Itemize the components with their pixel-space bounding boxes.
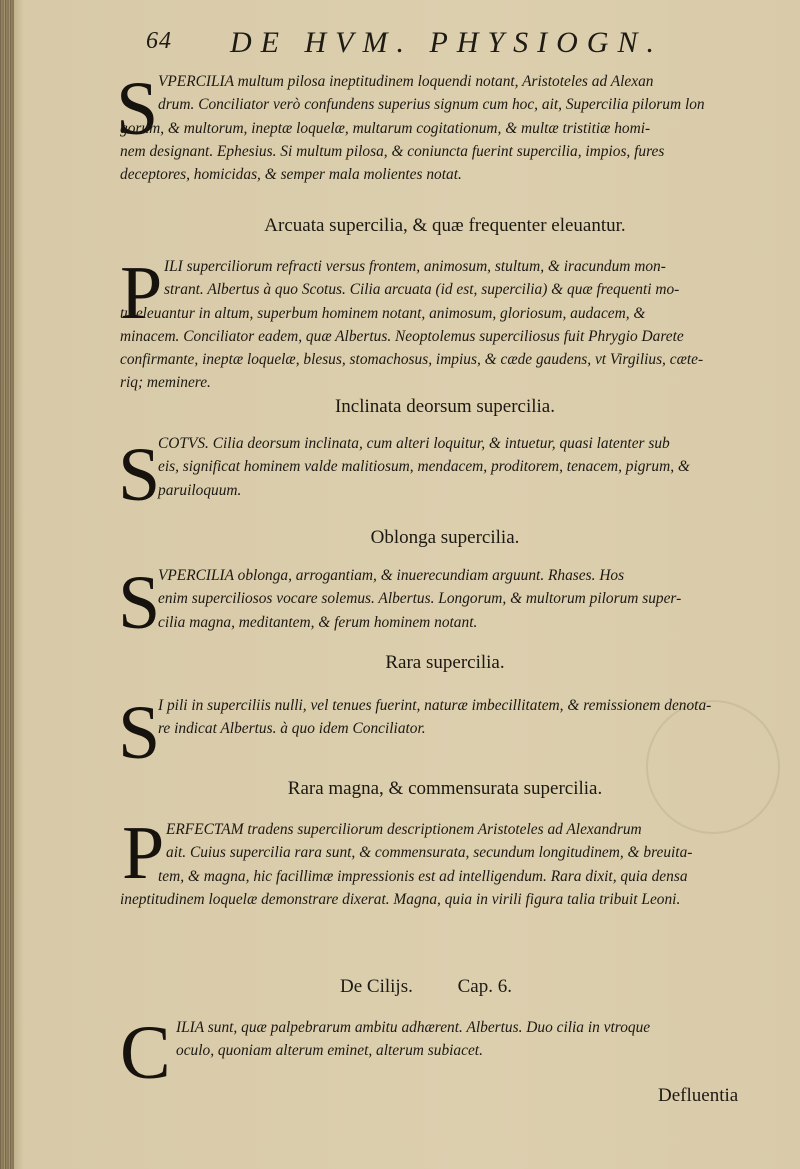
text-line: drum. Conciliator verò confundens superius signum cum hoc, ait, Supercilia pilorum lon (158, 96, 705, 114)
text-line: COTVS. Cilia deorsum inclinata, cum alteri loquitur, & intuetur, quasi latenter sub (158, 435, 670, 452)
drop-cap: P (120, 251, 163, 335)
text-line: ait. Cuius supercilia rara sunt, & commensurata, secundum longitudinem, & breuita- (166, 844, 693, 862)
text-line: ILIA sunt, quæ palpebrarum ambitu adhærent. Albertus. Duo cilia in vtroque (176, 1019, 651, 1036)
drop-cap: P (122, 811, 165, 895)
text-line: VPERCILIA multum pilosa ineptitudinem loquendi notant, Aristoteles ad Alexan (158, 73, 654, 90)
section-heading: Arcuata supercilia, & quæ frequenter eleuantur. (264, 215, 626, 236)
running-header (146, 26, 746, 66)
text-line: tem, & magna, hic facillimæ impressionis est ad intelligendum. Rara dixit, quia densa (158, 867, 688, 885)
text-line: riq; meminere. (120, 374, 211, 392)
text-line: minacem. Conciliator eadem, quæ Albertus. Neoptolemus superciliosus fuit Phrygio Darete (120, 327, 684, 345)
text-line: enim superciliosos vocare solemus. Albertus. Longorum, & multorum pilorum super- (158, 590, 682, 608)
catchword: Defluentia (658, 1085, 739, 1106)
chapter-number: Cap. 6. (457, 976, 512, 997)
drop-cap: S (118, 561, 161, 645)
paragraph-cilia (176, 1016, 770, 1063)
drop-cap: S (118, 433, 161, 517)
section-heading: Rara magna, & commensurata supercilia. (287, 778, 603, 799)
paragraph-oblonga (158, 564, 770, 634)
paragraph-rara (158, 694, 770, 741)
page-number: 64 (146, 28, 172, 54)
chapter-heading (340, 976, 600, 998)
chapter-title: De Cilijs. (340, 976, 413, 997)
paragraph-rara-magna (120, 818, 770, 911)
text-line: strant. Albertus à quo Scotus. Cilia arcuata (id est, supercilia) & quæ frequenti mo- (164, 281, 680, 299)
section-heading: Oblonga supercilia. (370, 527, 520, 548)
text-line: cilia magna, meditantem, & ferum hominem notant. (158, 613, 478, 631)
paragraph-supercilia-pilosa (120, 70, 770, 186)
section-heading: Inclinata deorsum supercilia. (334, 396, 555, 417)
text-line: deceptores, homicidas, & semper mala molientes notat. (120, 166, 462, 184)
section-heading: Rara supercilia. (385, 652, 505, 673)
drop-cap: C (120, 1011, 171, 1095)
text-line: ineptitudinem loquelæ demonstrare dixerat. Magna, quia in virili figura talia tribuit Leoni. (120, 890, 681, 908)
text-line: confirmante, ineptæ loquelæ, blesus, stomachosus, impius, & cæde gaudens, vt Virgilius, cæte- (120, 351, 704, 369)
page-binding-edge (0, 0, 14, 1169)
text-line: tu eleuantur in altum, superbum hominem notant, animosum, gloriosum, audacem, & (120, 304, 646, 322)
text-line: paruiloquum. (158, 481, 242, 499)
text-line: gorum, & multorum, ineptæ loquelæ, multarum cogitationum, & multæ tristitiæ homi- (120, 119, 651, 137)
drop-cap: S (116, 67, 159, 151)
running-title: DE HVM. PHYSIOGN. (230, 26, 663, 59)
text-line: eis, significat hominem valde malitiosum, mendacem, proditorem, tenacem, pigrum, & (158, 458, 690, 476)
paragraph-arcuata (120, 255, 770, 395)
paragraph-inclinata (158, 432, 770, 502)
text-line: oculo, quoniam alterum eminet, alterum subiacet. (176, 1042, 483, 1060)
text-line: VPERCILIA oblonga, arrogantiam, & inuerecundiam arguunt. Rhases. Hos (158, 567, 625, 584)
text-line: ILI superciliorum refracti versus frontem, animosum, stultum, & iracundum mon- (164, 258, 666, 275)
drop-cap: S (118, 691, 161, 775)
text-line: I pili in superciliis nulli, vel tenues fuerint, naturæ imbecillitatem, & remissionem denota- (158, 697, 712, 714)
text-line: ERFECTAM tradens superciliorum descriptionem Aristoteles ad Alexandrum (166, 821, 642, 838)
text-line: re indicat Albertus. à quo idem Conciliator. (158, 720, 426, 738)
text-line: nem designant. Ephesius. Si multum pilosa, & coniuncta fuerint supercilia, impios, fures (120, 142, 665, 160)
